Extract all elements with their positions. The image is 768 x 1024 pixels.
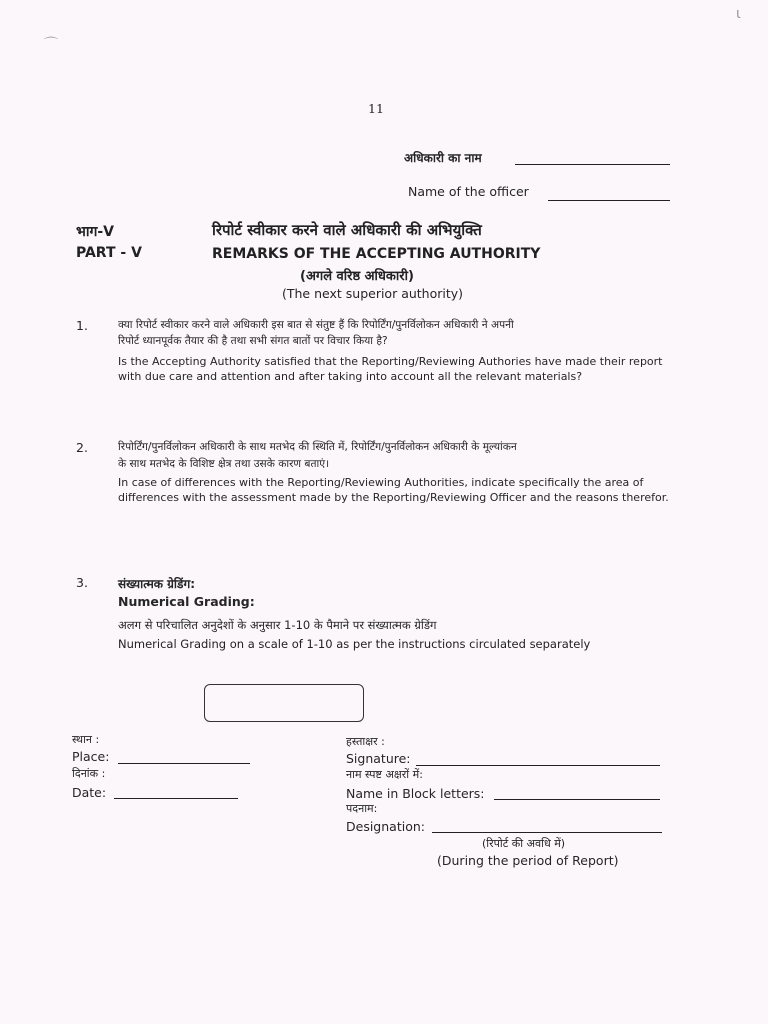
- corner-scan-mark-right: ɩ: [736, 6, 741, 22]
- date-line[interactable]: [114, 798, 238, 799]
- block-letters-label-hi: नाम स्पष्ट अक्षरों में:: [346, 768, 423, 781]
- signature-label-en: Signature:: [346, 751, 411, 766]
- question-3-text-en: Numerical Grading on a scale of 1-10 as per the instructions circulated separately: [118, 637, 591, 651]
- question-3-heading-en: Numerical Grading:: [118, 594, 255, 609]
- part-subtitle-en: (The next superior authority): [282, 286, 464, 301]
- place-label-hi: स्थान :: [72, 733, 100, 746]
- question-1-text-hi-line2: रिपोर्ट ध्यानपूर्वक तैयार की है तथा सभी संगत बातों पर विचार किया है?: [118, 335, 388, 347]
- numerical-grading-box[interactable]: [204, 684, 364, 722]
- signature-label-hi: हस्ताक्षर :: [346, 735, 385, 748]
- question-2-number: 2.: [76, 440, 88, 455]
- date-label-hi: दिनांक :: [72, 767, 106, 780]
- officer-name-line-en[interactable]: [548, 200, 670, 201]
- question-3-number: 3.: [76, 575, 88, 590]
- signature-line[interactable]: [416, 765, 660, 766]
- designation-line[interactable]: [432, 832, 662, 833]
- designation-label-hi: पदनाम:: [346, 802, 378, 815]
- question-1-text-hi-line1: क्या रिपोर्ट स्वीकार करने वाले अधिकारी इस बात से संतुष्ट हैं कि रिपोर्टिंग/पुनर्विलोकन अधिकारी ने अपनी: [118, 319, 514, 331]
- part-label-en: PART - V: [76, 245, 142, 261]
- part-subtitle-hi: (अगले वरिष्ठ अधिकारी): [300, 269, 414, 284]
- question-1-text-en: Is the Accepting Authority satisfied that the Reporting/Reviewing Authories have made their report with due care and attention and after taking into account all the relevant materials?: [118, 355, 663, 383]
- corner-scan-mark-left: ⌒: [44, 37, 58, 53]
- officer-name-label-en: Name of the officer: [408, 184, 529, 199]
- part-label-hi: भाग-V: [76, 224, 114, 240]
- report-period-en: (During the period of Report): [437, 853, 619, 868]
- question-2-text-en: In case of differences with the Reporting/Reviewing Authorities, indicate specifically the area of differences with the assessment made by the Reporting/Reviewing Officer and the reasons therefor.: [118, 476, 669, 504]
- report-period-hi: (रिपोर्ट की अवधि में): [482, 837, 566, 850]
- date-label-en: Date:: [72, 785, 107, 800]
- question-2-text-hi-line2: के साथ मतभेद के विशिष्ट क्षेत्र तथा उसके कारण बताएं।: [118, 458, 330, 470]
- part-title-en: REMARKS OF THE ACCEPTING AUTHORITY: [212, 246, 541, 262]
- officer-name-label-hi: अधिकारी का नाम: [404, 151, 482, 165]
- question-1-number: 1.: [76, 318, 88, 333]
- designation-label-en: Designation:: [346, 819, 425, 834]
- officer-name-line-hi[interactable]: [515, 164, 670, 165]
- page-number: 11: [368, 101, 384, 116]
- part-title-hi: रिपोर्ट स्वीकार करने वाले अधिकारी की अभियुक्ति: [212, 221, 482, 239]
- place-label-en: Place:: [72, 749, 110, 764]
- question-2-text-hi-line1: रिपोर्टिंग/पुनर्विलोकन अधिकारी के साथ मतभेद की स्थिति में, रिपोर्टिंग/पुनर्विलोकन अधिकारी के मूल्यांकन: [118, 441, 517, 453]
- place-line[interactable]: [118, 763, 250, 764]
- question-3-text-hi: अलग से परिचालित अनुदेशों के अनुसार 1-10 के पैमाने पर संख्यात्मक ग्रेडिंग: [118, 618, 437, 632]
- question-3-heading-hi: संख्यात्मक ग्रेडिंग:: [118, 577, 195, 591]
- block-letters-label-en: Name in Block letters:: [346, 786, 485, 801]
- block-letters-line[interactable]: [494, 799, 660, 800]
